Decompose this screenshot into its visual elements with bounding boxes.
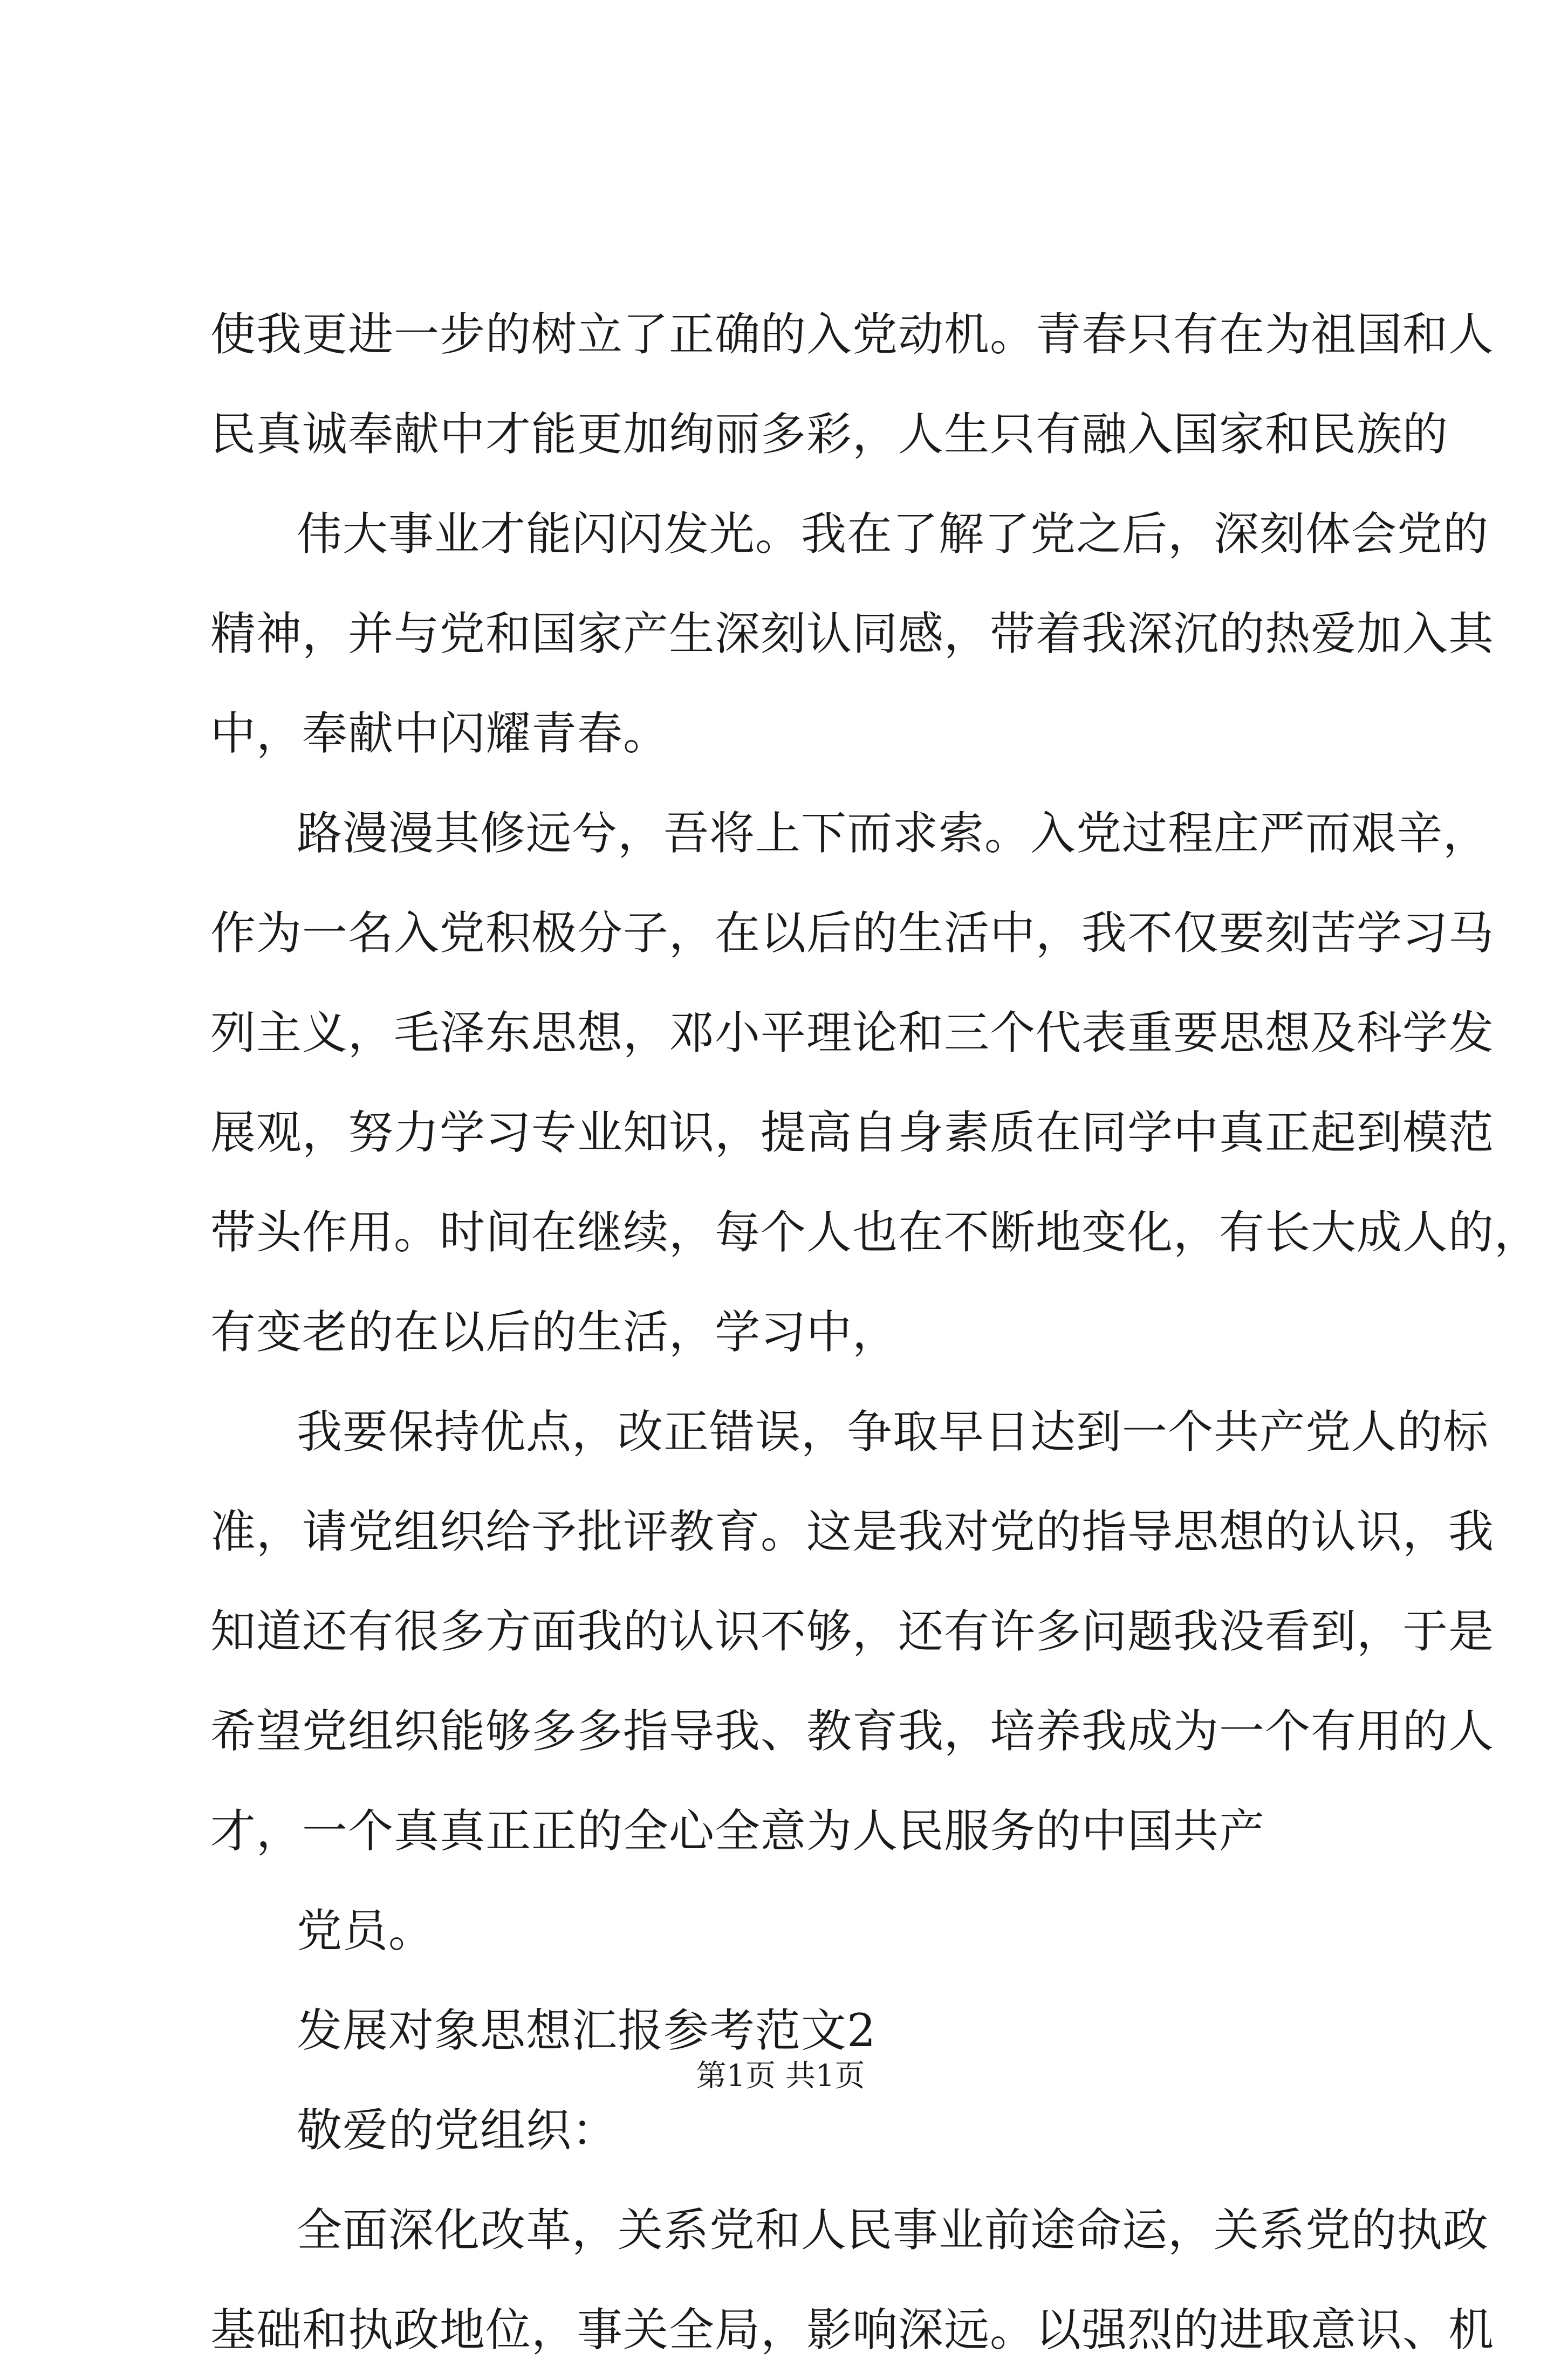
salutation: 敬爱的党组织： [297,2104,618,2157]
text-line: 准，请党组织给予批评教育。这是我对党的指导思想的认识，我 [210,1505,1495,1558]
text-line: 伟大事业才能闪闪发光。我在了解了党之后，深刻体会党的 [297,507,1489,560]
text-line: 中，奉献中闪耀青春。 [210,707,669,760]
text-line: 展观，努力学习专业知识，提高自身素质在同学中真正起到模范 [210,1106,1495,1159]
section-heading: 发展对象思想汇报参考范文2 [297,2004,877,2057]
text-line: 才，一个真真正正的全心全意为人民服务的中国共产 [210,1805,1265,1857]
text-line: 我要保持优点，改正错误，争取早日达到一个共产党人的标 [297,1405,1489,1458]
text-line: 党员。 [297,1904,435,1957]
text-line: 有变老的在以后的生活，学习中， [210,1306,899,1359]
page-number-footer: 第1页 共1页 [696,2059,865,2094]
text-line: 精神，并与党和国家产生深刻认同感，带着我深沉的热爱加入其 [210,607,1495,660]
text-line: 使我更进一步的树立了正确的入党动机。青春只有在为祖国和人 [210,308,1495,361]
text-line: 带头作用。时间在继续，每个人也在不断地变化，有长大成人的， [210,1206,1541,1259]
text-line: 希望党组织能够多多指导我、教育我，培养我成为一个有用的人 [210,1705,1495,1758]
text-line: 基础和执政地位，事关全局，影响深远。以强烈的进取意识、机 [210,2303,1495,2356]
text-line: 知道还有很多方面我的认识不够，还有许多问题我没看到，于是 [210,1605,1495,1658]
text-line: 全面深化改革，关系党和人民事业前途命运，关系党的执政 [297,2204,1489,2256]
text-line: 路漫漫其修远兮，吾将上下而求索。入党过程庄严而艰辛， [297,807,1489,860]
text-line: 列主义，毛泽东思想，邓小平理论和三个代表重要思想及科学发 [210,1006,1495,1059]
text-line: 作为一名入党积极分子，在以后的生活中，我不仅要刻苦学习马 [210,907,1495,959]
text-line: 民真诚奉献中才能更加绚丽多彩，人生只有融入国家和民族的 [210,408,1449,461]
